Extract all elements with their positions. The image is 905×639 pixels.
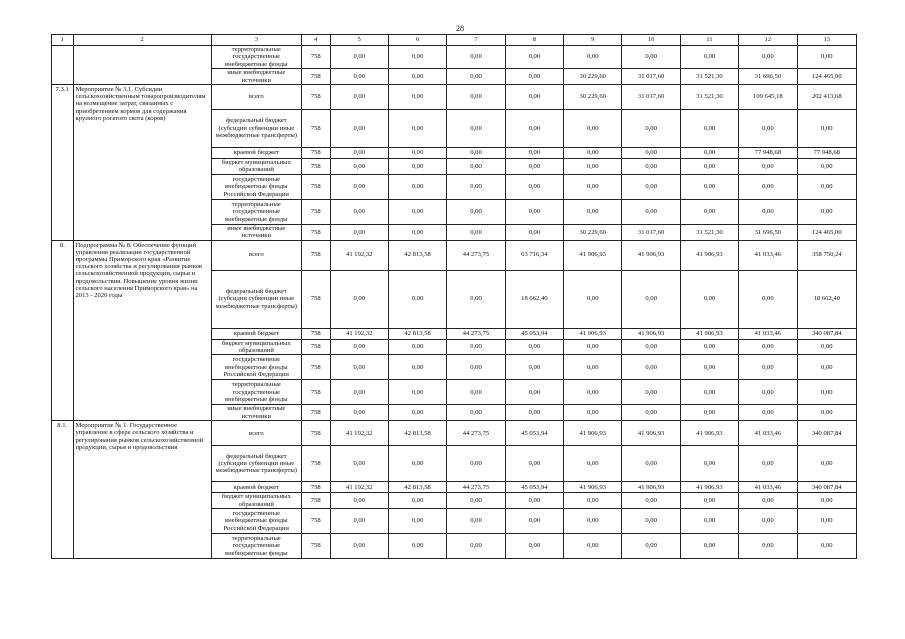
year-value: 0,00 xyxy=(622,159,680,175)
year-value: 41 192,32 xyxy=(330,240,388,270)
year-value: 0,00 xyxy=(388,46,446,69)
year-value: 18 662,40 xyxy=(505,270,563,328)
funding-source: федеральный бюджет (субсидии субвенции иные межбюджетные трансферты) xyxy=(211,270,301,328)
grbs-code: 758 xyxy=(301,224,330,240)
year-value: 0,00 xyxy=(564,174,622,199)
grbs-code: 758 xyxy=(301,328,330,339)
year-value: 41 906,93 xyxy=(680,328,738,339)
year-value: 0,00 xyxy=(388,405,446,421)
column-number-row xyxy=(52,35,857,46)
year-value: 0,00 xyxy=(622,174,680,199)
year-value: 0,00 xyxy=(680,446,738,482)
year-value: 31 017,60 xyxy=(622,85,680,110)
year-value: 0,00 xyxy=(680,270,738,328)
year-value: 45 053,94 xyxy=(505,482,563,493)
year-value: 0,00 xyxy=(622,199,680,224)
year-value: 0,00 xyxy=(505,110,563,148)
budget-table xyxy=(51,34,857,559)
year-value: 0,00 xyxy=(564,509,622,534)
year-value: 0,00 xyxy=(447,339,505,355)
column-number: 11 xyxy=(680,35,738,46)
year-value: 0,00 xyxy=(505,355,563,380)
grbs-code: 758 xyxy=(301,199,330,224)
year-value: 0,00 xyxy=(505,46,563,69)
column-number: 2 xyxy=(73,35,211,46)
funding-source: государственные внебюджетные фонды Российской Федерации xyxy=(211,174,301,199)
year-value: 0,00 xyxy=(564,339,622,355)
year-value: 41 906,93 xyxy=(680,240,738,270)
page-number: 28 xyxy=(456,24,464,33)
year-value: 0,00 xyxy=(505,405,563,421)
grbs-code: 758 xyxy=(301,240,330,270)
year-value: 41 192,32 xyxy=(330,421,388,446)
year-value: 0,00 xyxy=(505,339,563,355)
year-value: 41 906,93 xyxy=(564,482,622,493)
funding-source: государственные внебюджетные фонды Российской Федерации xyxy=(211,509,301,534)
year-value: 0,00 xyxy=(330,174,388,199)
funding-source: иные внебюджетные источники xyxy=(211,69,301,85)
year-value: 41 906,93 xyxy=(622,421,680,446)
total-value: 0,00 xyxy=(797,534,856,559)
funding-source: бюджет муниципальных образований xyxy=(211,493,301,509)
year-value: 0,00 xyxy=(739,159,797,175)
total-value: 0,00 xyxy=(797,446,856,482)
funding-source: краевой бюджет xyxy=(211,482,301,493)
year-value: 77 948,68 xyxy=(739,148,797,159)
column-number: 5 xyxy=(330,35,388,46)
year-value: 0,00 xyxy=(388,380,446,405)
year-value: 0,00 xyxy=(330,110,388,148)
year-value: 0,00 xyxy=(388,355,446,380)
funding-source: всего xyxy=(211,85,301,110)
year-value: 0,00 xyxy=(680,405,738,421)
year-value: 0,00 xyxy=(330,148,388,159)
total-value: 0,00 xyxy=(797,46,856,69)
year-value: 109 645,18 xyxy=(739,85,797,110)
year-value: 0,00 xyxy=(564,110,622,148)
grbs-code: 758 xyxy=(301,446,330,482)
year-value: 0,00 xyxy=(330,446,388,482)
year-value: 0,00 xyxy=(447,534,505,559)
year-value: 42 813,58 xyxy=(388,482,446,493)
year-value: 0,00 xyxy=(622,405,680,421)
total-value: 77 948,68 xyxy=(797,148,856,159)
year-value: 0,00 xyxy=(680,174,738,199)
year-value: 0,00 xyxy=(330,69,388,85)
total-value: 340 087,84 xyxy=(797,421,856,446)
total-value: 340 087,84 xyxy=(797,482,856,493)
total-value: 0,00 xyxy=(797,380,856,405)
year-value: 31 521,30 xyxy=(680,85,738,110)
funding-source: территориальные государственные внебюджетные фонды xyxy=(211,534,301,559)
column-number: 1 xyxy=(52,35,74,46)
year-value: 0,00 xyxy=(447,110,505,148)
year-value: 0,00 xyxy=(739,405,797,421)
year-value: 0,00 xyxy=(505,380,563,405)
year-value: 0,00 xyxy=(330,270,388,328)
year-value: 0,00 xyxy=(447,199,505,224)
grbs-code: 758 xyxy=(301,493,330,509)
table-row xyxy=(52,85,857,110)
year-value: 0,00 xyxy=(505,493,563,509)
year-value: 41 906,93 xyxy=(564,421,622,446)
year-value: 44 273,75 xyxy=(447,240,505,270)
year-value: 31 017,60 xyxy=(622,69,680,85)
year-value: 41 033,46 xyxy=(739,482,797,493)
grbs-code: 758 xyxy=(301,509,330,534)
year-value: 0,00 xyxy=(447,509,505,534)
total-value: 358 750,24 xyxy=(797,240,856,270)
year-value: 0,00 xyxy=(447,174,505,199)
year-value: 0,00 xyxy=(505,85,563,110)
year-value: 0,00 xyxy=(330,355,388,380)
year-value: 0,00 xyxy=(564,493,622,509)
item-code: 7.3.1 xyxy=(52,85,74,241)
year-value: 0,00 xyxy=(505,509,563,534)
funding-source: краевой бюджет xyxy=(211,328,301,339)
year-value: 41 192,32 xyxy=(330,328,388,339)
funding-source: бюджет муниципальных образований xyxy=(211,339,301,355)
funding-source: бюджет муниципальных образований xyxy=(211,159,301,175)
year-value: 41 906,93 xyxy=(680,482,738,493)
item-name: Мероприятие № 3.1. Субсидии сельскохозяйственным товаропроизводителям на возмещение затрат, связанных с приобретением кормов для содержания крупного рогатого скота (коров) xyxy=(73,85,211,241)
total-value: 0,00 xyxy=(797,159,856,175)
grbs-code: 758 xyxy=(301,270,330,328)
funding-source: иные внебюджетные источники xyxy=(211,224,301,240)
year-value: 0,00 xyxy=(388,85,446,110)
year-value: 0,00 xyxy=(564,199,622,224)
year-value: 0,00 xyxy=(447,46,505,69)
year-value: 41 906,93 xyxy=(622,482,680,493)
year-value: 42 813,58 xyxy=(388,328,446,339)
year-value: 0,00 xyxy=(739,355,797,380)
year-value: 0,00 xyxy=(505,199,563,224)
funding-source: территориальные государственные внебюджетные фонды xyxy=(211,46,301,69)
year-value: 0,00 xyxy=(447,85,505,110)
year-value: 41 906,93 xyxy=(622,240,680,270)
total-value: 124 465,00 xyxy=(797,69,856,85)
year-value: 0,00 xyxy=(388,110,446,148)
year-value: 0,00 xyxy=(447,148,505,159)
column-number: 10 xyxy=(622,35,680,46)
year-value: 44 273,75 xyxy=(447,328,505,339)
year-value: 0,00 xyxy=(388,446,446,482)
total-value: 0,00 xyxy=(797,110,856,148)
year-value: 0,00 xyxy=(505,148,563,159)
column-number: 12 xyxy=(739,35,797,46)
year-value: 0,00 xyxy=(739,380,797,405)
year-value: 0,00 xyxy=(622,339,680,355)
year-value: 0,00 xyxy=(388,509,446,534)
year-value: 63 716,34 xyxy=(505,240,563,270)
grbs-code: 758 xyxy=(301,46,330,69)
year-value: 44 273,75 xyxy=(447,421,505,446)
year-value: 0,00 xyxy=(388,159,446,175)
year-value: 41 906,93 xyxy=(622,328,680,339)
grbs-code: 758 xyxy=(301,69,330,85)
year-value: 0,00 xyxy=(505,159,563,175)
year-value: 41 033,46 xyxy=(739,240,797,270)
year-value: 31 017,60 xyxy=(622,224,680,240)
year-value: 41 033,46 xyxy=(739,328,797,339)
grbs-code: 758 xyxy=(301,421,330,446)
year-value: 0,00 xyxy=(680,493,738,509)
total-value: 0,00 xyxy=(797,493,856,509)
year-value: 0,00 xyxy=(680,159,738,175)
total-value: 202 413,68 xyxy=(797,85,856,110)
year-value: 0,00 xyxy=(447,405,505,421)
column-number: 4 xyxy=(301,35,330,46)
year-value: 0,00 xyxy=(739,110,797,148)
year-value: 0,00 xyxy=(622,270,680,328)
grbs-code: 758 xyxy=(301,148,330,159)
year-value: 0,00 xyxy=(330,224,388,240)
year-value: 0,00 xyxy=(680,509,738,534)
year-value: 0,00 xyxy=(447,355,505,380)
funding-source: федеральный бюджет (субсидии субвенции иные межбюджетные трансферты) xyxy=(211,446,301,482)
year-value: 0,00 xyxy=(564,46,622,69)
year-value: 0,00 xyxy=(330,85,388,110)
table-row xyxy=(52,240,857,270)
year-value: 0,00 xyxy=(388,534,446,559)
total-value: 340 087,84 xyxy=(797,328,856,339)
year-value: 0,00 xyxy=(447,224,505,240)
year-value: 0,00 xyxy=(330,380,388,405)
year-value: 0,00 xyxy=(388,270,446,328)
column-number: 6 xyxy=(388,35,446,46)
table-row xyxy=(52,46,857,69)
year-value: 0,00 xyxy=(622,148,680,159)
year-value: 0,00 xyxy=(330,159,388,175)
year-value: 0,00 xyxy=(739,339,797,355)
year-value: 41 906,93 xyxy=(564,328,622,339)
year-value: 0,00 xyxy=(505,446,563,482)
year-value: 0,00 xyxy=(739,270,797,328)
item-name xyxy=(73,46,211,85)
year-value: 0,00 xyxy=(564,270,622,328)
total-value: 0,00 xyxy=(797,174,856,199)
funding-source: федеральный бюджет (субсидии субвенции иные межбюджетные трансферты) xyxy=(211,110,301,148)
grbs-code: 758 xyxy=(301,355,330,380)
year-value: 0,00 xyxy=(330,534,388,559)
year-value: 0,00 xyxy=(330,493,388,509)
year-value: 0,00 xyxy=(739,174,797,199)
year-value: 0,00 xyxy=(330,199,388,224)
grbs-code: 758 xyxy=(301,110,330,148)
grbs-code: 758 xyxy=(301,85,330,110)
total-value: 0,00 xyxy=(797,199,856,224)
year-value: 41 906,93 xyxy=(680,421,738,446)
year-value: 41 906,93 xyxy=(564,240,622,270)
year-value: 45 053,94 xyxy=(505,328,563,339)
year-value: 0,00 xyxy=(564,355,622,380)
grbs-code: 758 xyxy=(301,534,330,559)
year-value: 0,00 xyxy=(564,534,622,559)
year-value: 0,00 xyxy=(680,110,738,148)
funding-source: территориальные государственные внебюджетные фонды xyxy=(211,380,301,405)
funding-source: краевой бюджет xyxy=(211,148,301,159)
year-value: 0,00 xyxy=(739,534,797,559)
year-value: 0,00 xyxy=(739,493,797,509)
year-value: 0,00 xyxy=(505,69,563,85)
grbs-code: 758 xyxy=(301,339,330,355)
year-value: 41 192,32 xyxy=(330,482,388,493)
total-value: 0,00 xyxy=(797,509,856,534)
column-number: 13 xyxy=(797,35,856,46)
year-value: 0,00 xyxy=(388,174,446,199)
year-value: 0,00 xyxy=(330,339,388,355)
year-value: 0,00 xyxy=(680,148,738,159)
year-value: 41 033,46 xyxy=(739,421,797,446)
grbs-code: 758 xyxy=(301,159,330,175)
year-value: 0,00 xyxy=(388,199,446,224)
item-name: Мероприятие № 1. Государственное управление в сфере сельского хозяйства и регулирования рынков сельскохозяйственной продукции, сырья и продовольствия xyxy=(73,421,211,559)
total-value: 124 465,00 xyxy=(797,224,856,240)
year-value: 0,00 xyxy=(622,446,680,482)
year-value: 0,00 xyxy=(622,380,680,405)
year-value: 31 521,30 xyxy=(680,224,738,240)
funding-source: государственные внебюджетные фонды Российской Федерации xyxy=(211,355,301,380)
year-value: 31 521,30 xyxy=(680,69,738,85)
grbs-code: 758 xyxy=(301,380,330,405)
year-value: 42 813,58 xyxy=(388,421,446,446)
year-value: 0,00 xyxy=(564,446,622,482)
year-value: 0,00 xyxy=(680,355,738,380)
year-value: 0,00 xyxy=(330,46,388,69)
grbs-code: 758 xyxy=(301,405,330,421)
column-number: 9 xyxy=(564,35,622,46)
grbs-code: 758 xyxy=(301,174,330,199)
funding-source: всего xyxy=(211,240,301,270)
funding-source: территориальные государственные внебюджетные фонды xyxy=(211,199,301,224)
year-value: 0,00 xyxy=(388,493,446,509)
year-value: 0,00 xyxy=(388,69,446,85)
total-value: 18 662,40 xyxy=(797,270,856,328)
column-number: 3 xyxy=(211,35,301,46)
year-value: 0,00 xyxy=(505,174,563,199)
total-value: 0,00 xyxy=(797,355,856,380)
year-value: 0,00 xyxy=(680,534,738,559)
year-value: 0,00 xyxy=(680,46,738,69)
year-value: 0,00 xyxy=(680,339,738,355)
year-value: 0,00 xyxy=(622,509,680,534)
year-value: 0,00 xyxy=(622,355,680,380)
year-value: 0,00 xyxy=(622,534,680,559)
column-number: 7 xyxy=(447,35,505,46)
year-value: 0,00 xyxy=(330,405,388,421)
year-value: 0,00 xyxy=(505,534,563,559)
year-value: 31 696,50 xyxy=(739,224,797,240)
year-value: 45 053,94 xyxy=(505,421,563,446)
year-value: 30 229,60 xyxy=(564,69,622,85)
year-value: 0,00 xyxy=(564,380,622,405)
year-value: 0,00 xyxy=(447,493,505,509)
year-value: 30 229,60 xyxy=(564,85,622,110)
total-value: 0,00 xyxy=(797,405,856,421)
year-value: 30 229,60 xyxy=(564,224,622,240)
year-value: 42 813,58 xyxy=(388,240,446,270)
item-code: 8. xyxy=(52,240,74,421)
year-value: 0,00 xyxy=(388,339,446,355)
column-number: 8 xyxy=(505,35,563,46)
table-body xyxy=(52,35,857,559)
year-value: 0,00 xyxy=(622,46,680,69)
funding-source: иные внебюджетные источники xyxy=(211,405,301,421)
grbs-code: 758 xyxy=(301,482,330,493)
year-value: 0,00 xyxy=(564,405,622,421)
year-value: 44 273,75 xyxy=(447,482,505,493)
item-code: 8.1. xyxy=(52,421,74,559)
year-value: 0,00 xyxy=(388,224,446,240)
year-value: 0,00 xyxy=(564,148,622,159)
table-row xyxy=(52,421,857,446)
year-value: 0,00 xyxy=(622,493,680,509)
item-code xyxy=(52,46,74,85)
total-value: 0,00 xyxy=(797,339,856,355)
year-value: 0,00 xyxy=(447,69,505,85)
year-value: 0,00 xyxy=(739,46,797,69)
year-value: 0,00 xyxy=(739,199,797,224)
year-value: 0,00 xyxy=(739,446,797,482)
year-value: 0,00 xyxy=(330,509,388,534)
year-value: 0,00 xyxy=(680,199,738,224)
year-value: 0,00 xyxy=(739,509,797,534)
year-value: 0,00 xyxy=(388,148,446,159)
item-name: Подпрограмма № 8. Обеспечение функций управления реализации государственной программы Приморского края «Развитие сельского хозяйства и регулирования рынков сельскохозяйственной продукции, сырья и продовольствия. Повышение уровня жизни сельского населения Приморского края» на 2013 - 2020 годы xyxy=(73,240,211,421)
year-value: 31 696,50 xyxy=(739,69,797,85)
year-value: 0,00 xyxy=(447,159,505,175)
year-value: 0,00 xyxy=(622,110,680,148)
year-value: 0,00 xyxy=(447,270,505,328)
year-value: 0,00 xyxy=(564,159,622,175)
year-value: 0,00 xyxy=(505,224,563,240)
year-value: 0,00 xyxy=(447,446,505,482)
year-value: 0,00 xyxy=(680,380,738,405)
year-value: 0,00 xyxy=(447,380,505,405)
funding-source: всего xyxy=(211,421,301,446)
